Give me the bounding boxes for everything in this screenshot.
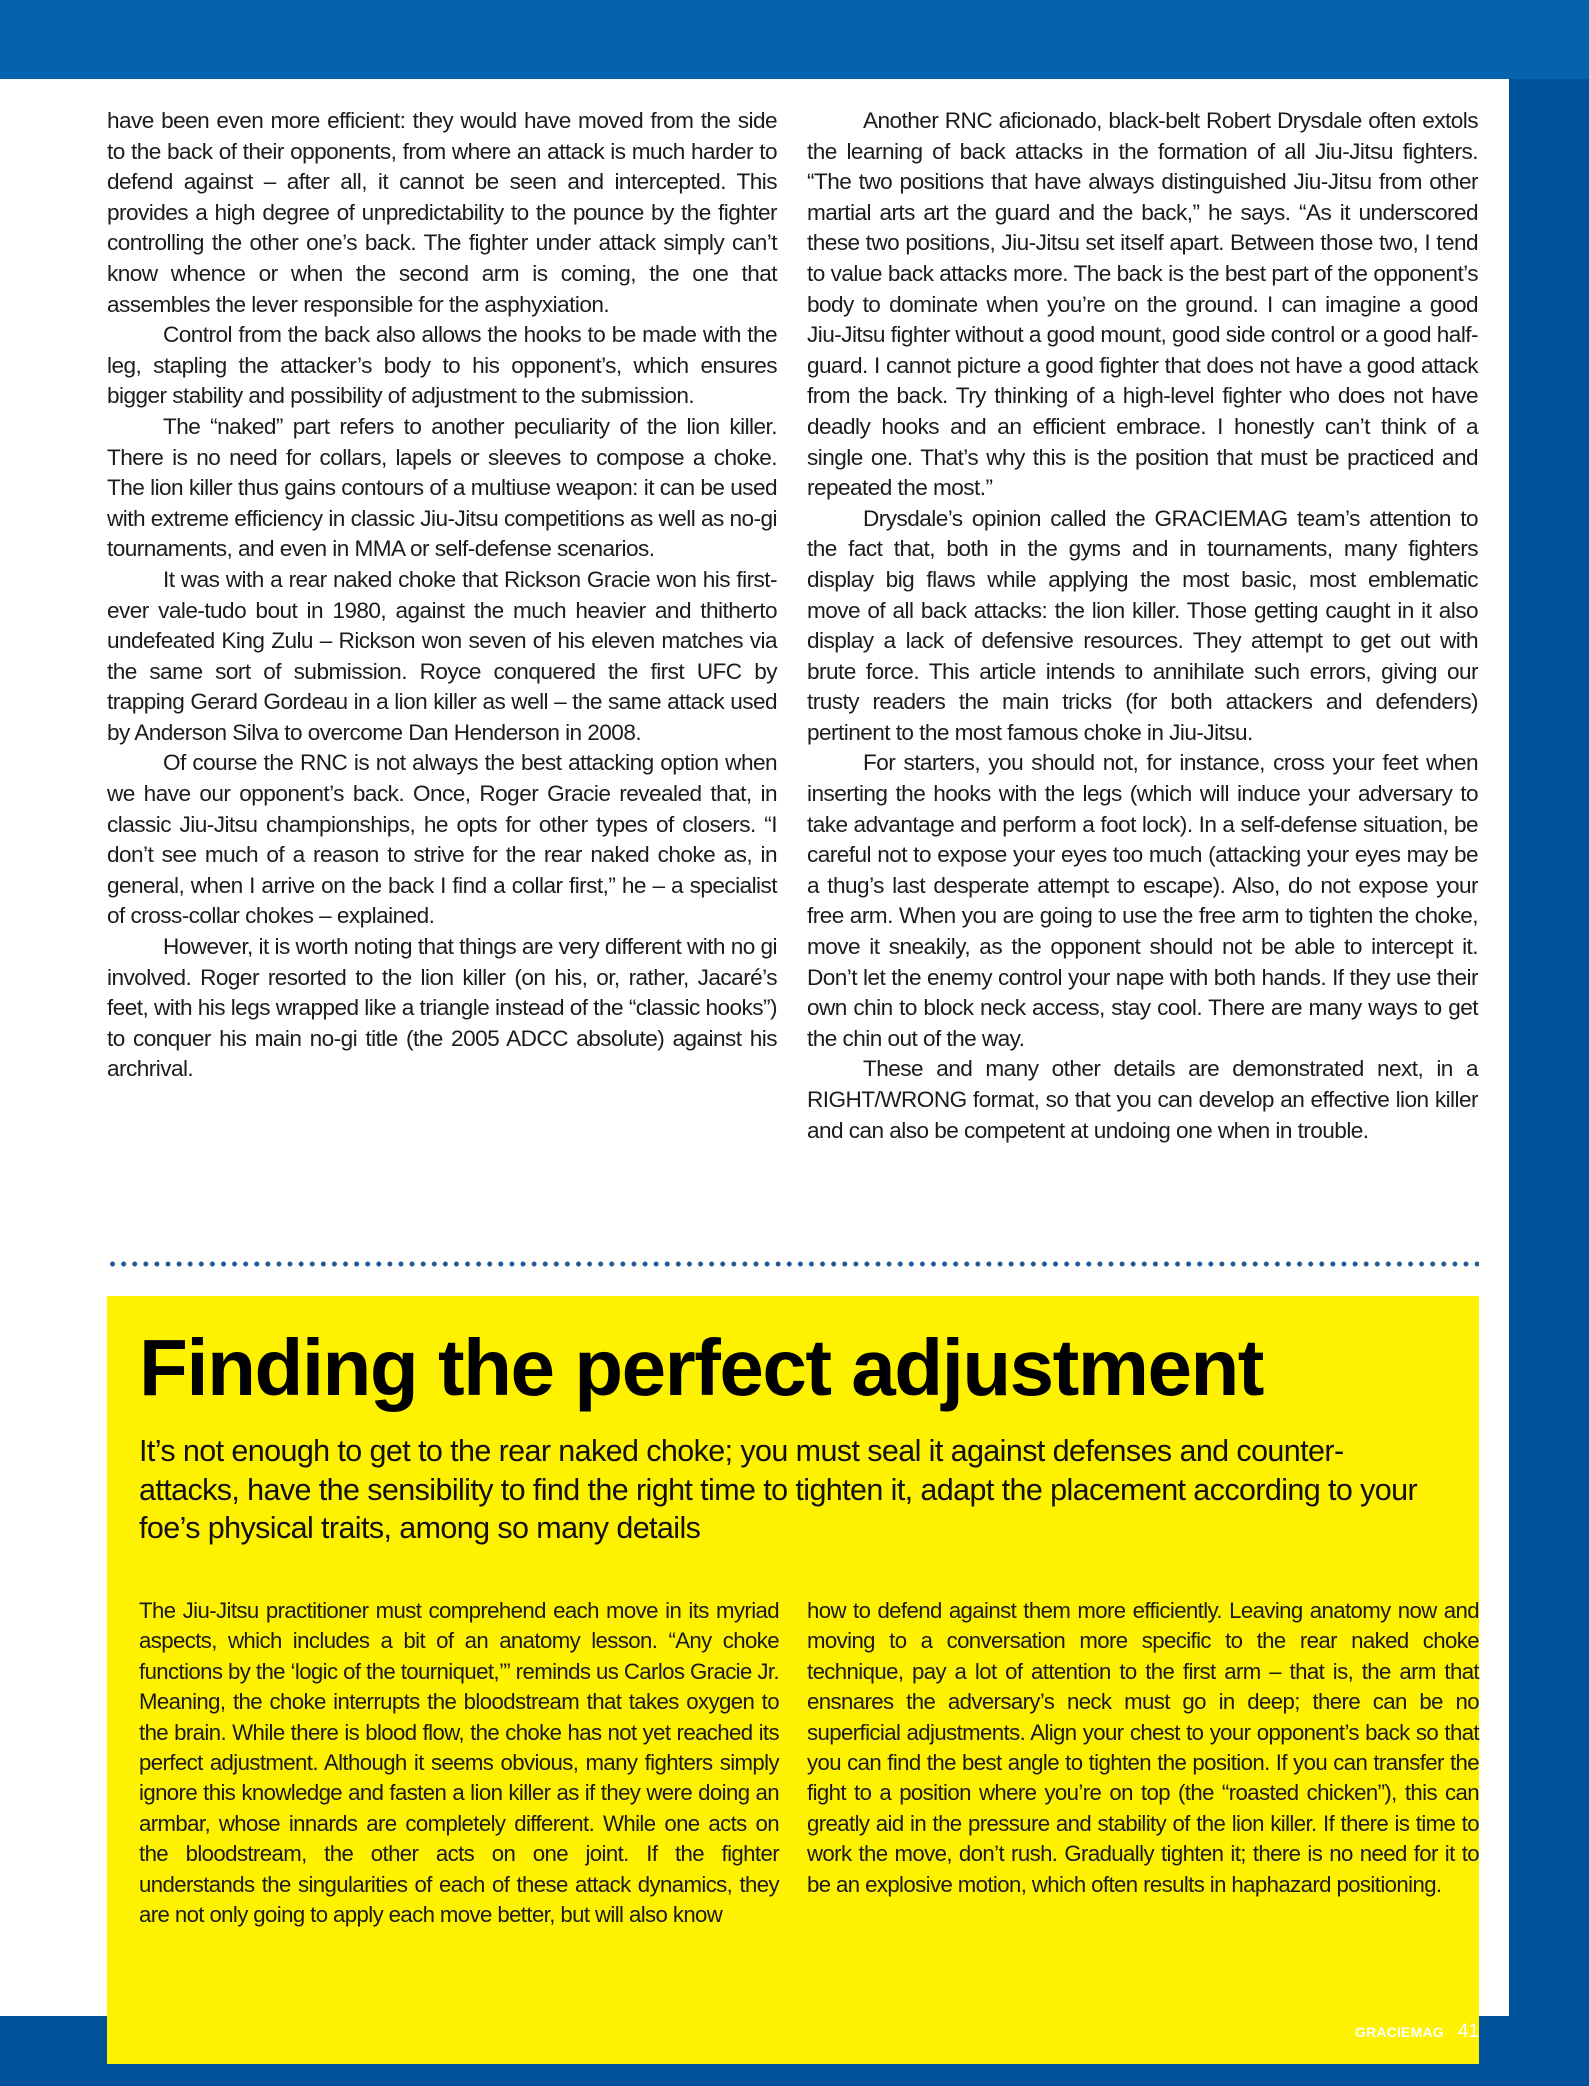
article-paragraph: Of course the RNC is not always the best attacking option when we have our opponent’s back. Once, Roger Gracie revealed that, in classic Jiu-Jitsu championships, he opts for other types of closers. “I don’t see much of a reason to strive for the rear naked choke as, in general, when I arrive on the back I find a collar first,” he – a specialist of cross-collar chokes – explained. [107,750,777,929]
sidebar-deck: It’s not enough to get to the rear naked choke; you must seal it against defenses and counter-attacks, have the sensibility to find the right time to tighten it, adapt the placement according to your foe’s physical traits, among so many details [139,1434,1418,1545]
page-folio [1355,2021,1479,2043]
article-paragraph: The “naked” part refers to another peculiarity of the lion killer. There is no need for collars, lapels or sleeves to compose a choke. The lion killer thus gains contours of a multiuse weapon: it can be used with extreme efficiency in classic Jiu-Jitsu competitions as well as no-gi tournaments, and even in MMA or self-defense scenarios. [107,413,777,562]
sidebar-box [107,1296,1479,2064]
article-paragraph: Drysdale’s opinion called the GRACIEMAG team’s attention to the fact that, both in the gyms and in tournaments, many fighters display big flaws while applying the most basic, most emblematic move of all back attacks: the lion killer. Those getting caught in it also display a lack of defensive resources. They attempt to get out with brute force. This article intends to annihilate such errors, giving our trusty readers the main tricks (for both attackers and defenders) pertinent to the most famous choke in Jiu-Jitsu. [807,505,1478,745]
sidebar-column-left [139,1596,779,1930]
sidebar-title: Finding the perfect adjustment [139,1323,1263,1412]
article-column-right [807,106,1478,1146]
footer-brand: GRACIEMAG [1354,2024,1444,2040]
sidebar-column-right [807,1596,1479,1900]
article-paragraph: Another RNC aficionado, black-belt Robert Drysdale often extols the learning of back attacks in the formation of all Jiu-Jitsu fighters. “The two positions that have always distinguished Jiu-Jitsu from other martial arts art the guard and the back,” he says. “As it underscored these two positions, Jiu-Jitsu set itself apart. Between those two, I tend to value back attacks more. The back is the best part of the opponent’s body to dominate when you’re on the ground. I can imagine a good Jiu-Jitsu fighter without a good mount, good side control or a good half-guard. I cannot picture a good fighter that does not have a good attack from the back. Try thinking of a high-level fighter who does not have deadly hooks and an efficient embrace. I honestly can’t think of a single one. That’s why this is the position that must be practiced and repeated the most.” [807,108,1478,501]
article-paragraph: However, it is worth noting that things are very different with no gi involved. Roger resorted to the lion killer (on his, or, rather, Jacaré’s feet, with his legs wrapped like a triangle instead of the “classic hooks”) to conquer his main no-gi title (the 2005 ADCC absolute) against his archrival. [107,934,777,1082]
sidebar-paragraph: how to defend against them more efficiently. Leaving anatomy now and moving to a conversation more specific to the rear naked choke technique, pay a lot of attention to the first arm – that is, the arm that ensnares the adversary’s neck must go in deep; there can be no superficial adjustments. Align your chest to your opponent’s back so that you can find the best angle to tighten the position. If you can transfer the fight to a position where you’re on top (the “roasted chicken”), this can greatly aid in the pressure and stability of the lion killer. If there is time to work the move, don’t rush. Gradually tighten it; there is no need for it to be an explosive motion, which often results in haphazard positioning. [807,1598,1479,1897]
article-column-left [107,106,777,1085]
article-paragraph: Control from the back also allows the hooks to be made with the leg, stapling the attacker’s body to his opponent’s, which ensures bigger stability and possibility of adjustment to the submission. [107,322,777,409]
article-paragraph: have been even more efficient: they would have moved from the side to the back of their opponents, from where an attack is much harder to defend against – after all, it cannot be seen and intercepted. This provides a high degree of unpredictability to the pounce by the fighter controlling the other one’s back. The fighter under attack simply can’t know whence or when the second arm is coming, the one that assembles the lever responsible for the asphyxiation. [107,108,777,317]
article-paragraph: These and many other details are demonstrated next, in a RIGHT/WRONG format, so that you can develop an effective lion killer and can also be competent at undoing one when in trouble. [807,1056,1478,1143]
article-paragraph: It was with a rear naked choke that Rickson Gracie won his first-ever vale-tudo bout in 1980, against the much heavier and thitherto undefeated King Zulu – Rickson won seven of his eleven matches via the same sort of submission. Royce conquered the first UFC by trapping Gerard Gordeau in a lion killer as well – the same attack used by Anderson Silva to overcome Dan Henderson in 2008. [107,566,777,745]
article-paragraph: For starters, you should not, for instance, cross your feet when inserting the hooks with the legs (which will induce your adversary to take advantage and perform a foot lock). In a self-defense situation, be careful not to expose your eyes too much (attacking your eyes may be a thug’s last desperate attempt to escape). Also, do not expose your free arm. When you are going to use the free arm to tighten the choke, move it sneakily, as the opponent should not be able to intercept it. Don’t let the enemy control your nape with both hands. If they use their own chin to block neck access, stay cool. There are many ways to get the chin out of the way. [807,750,1478,1051]
sidebar-paragraph: The Jiu-Jitsu practitioner must comprehend each move in its myriad aspects, which includes a bit of an anatomy lesson. “Any choke functions by the ‘logic of the tourniquet,’” reminds us Carlos Gracie Jr. Meaning, the choke interrupts the bloodstream that takes oxygen to the brain. While there is blood flow, the choke has not yet reached its perfect adjustment. Although it seems obvious, many fighters simply ignore this knowledge and fasten a lion killer as if they were doing an armbar, whose innards are completely different. While one acts on the bloodstream, the other acts on one joint. If the fighter understands the singularities of each of these attack dynamics, they are not only going to apply each move better, but will also know [139,1598,779,1928]
top-color-band [0,0,1589,79]
magazine-page [0,79,1509,2016]
page-number: 41 [1457,2021,1479,2042]
dotted-divider [107,1260,1479,1268]
